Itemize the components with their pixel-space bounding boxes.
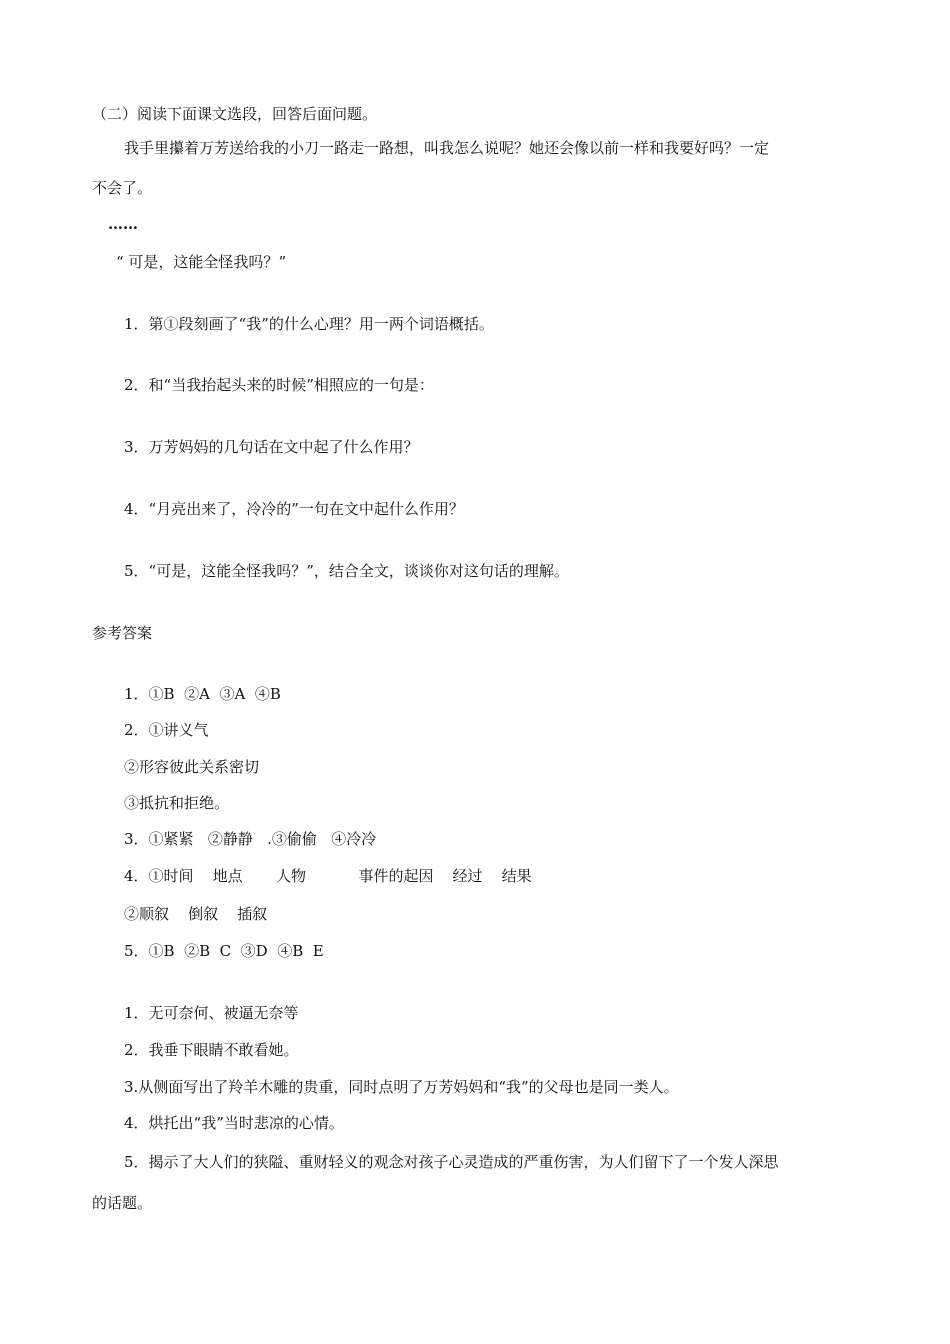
passage-line-1: 我手里攥着万芳送给我的小刀一路走一路想，叫我怎么说呢？她还会像以前一样和我要好吗？一定: [124, 139, 770, 157]
passage-ellipsis: ……: [108, 215, 138, 233]
answer-2: 2．①讲义气: [124, 721, 209, 739]
question-1: 1．第①段刻画了“我”的什么心理？用一两个词语概括。: [124, 315, 494, 333]
answer-2-b: ②形容彼此关系密切: [124, 758, 260, 776]
question-2: 2．和“当我抬起头来的时候”相照应的一句是：: [124, 376, 434, 394]
answer-b-5: 5．揭示了大人们的狭隘、重财轻义的观念对孩子心灵造成的严重伤害，为人们留下了一个发人深思: [124, 1153, 779, 1171]
answer-2-c: ③抵抗和拒绝。: [124, 794, 230, 812]
answer-5: 5．①B ②B C ③D ④B E: [124, 942, 324, 960]
answers-heading: 参考答案: [92, 624, 153, 642]
question-3: 3．万芳妈妈的几句话在文中起了什么作用？: [124, 438, 419, 456]
question-5: 5．“可是，这能全怪我吗？”，结合全文，谈谈你对这句话的理解。: [124, 562, 569, 580]
answer-4: 4．①时间 地点 人物 事件的起因 经过 结果: [124, 867, 532, 885]
reading-heading: （二）阅读下面课文选段，回答后面问题。: [92, 105, 378, 123]
answer-b-1: 1．无可奈何、被逼无奈等: [124, 1004, 299, 1022]
passage-quote: “ 可是，这能全怪我吗？”: [116, 253, 287, 271]
answer-b-2: 2．我垂下眼睛不敢看她。: [124, 1041, 299, 1059]
passage-line-2: 不会了。: [92, 179, 153, 197]
answer-b-3: 3.从侧面写出了羚羊木雕的贵重，同时点明了万芳妈妈和“我”的父母也是同一类人。: [124, 1078, 679, 1096]
answer-1: 1．①B ②A ③A ④B: [124, 685, 281, 703]
answer-b-5-cont: 的话题。: [92, 1194, 153, 1212]
answer-b-4: 4．烘托出“我”当时悲凉的心情。: [124, 1114, 344, 1132]
answer-3: 3．①紧紧 ②静静 .③偷偷 ④冷冷: [124, 830, 377, 848]
answer-4-b: ②顺叙 倒叙 插叙: [124, 905, 268, 923]
question-4: 4．“月亮出来了，冷冷的”一句在文中起什么作用？: [124, 500, 464, 518]
